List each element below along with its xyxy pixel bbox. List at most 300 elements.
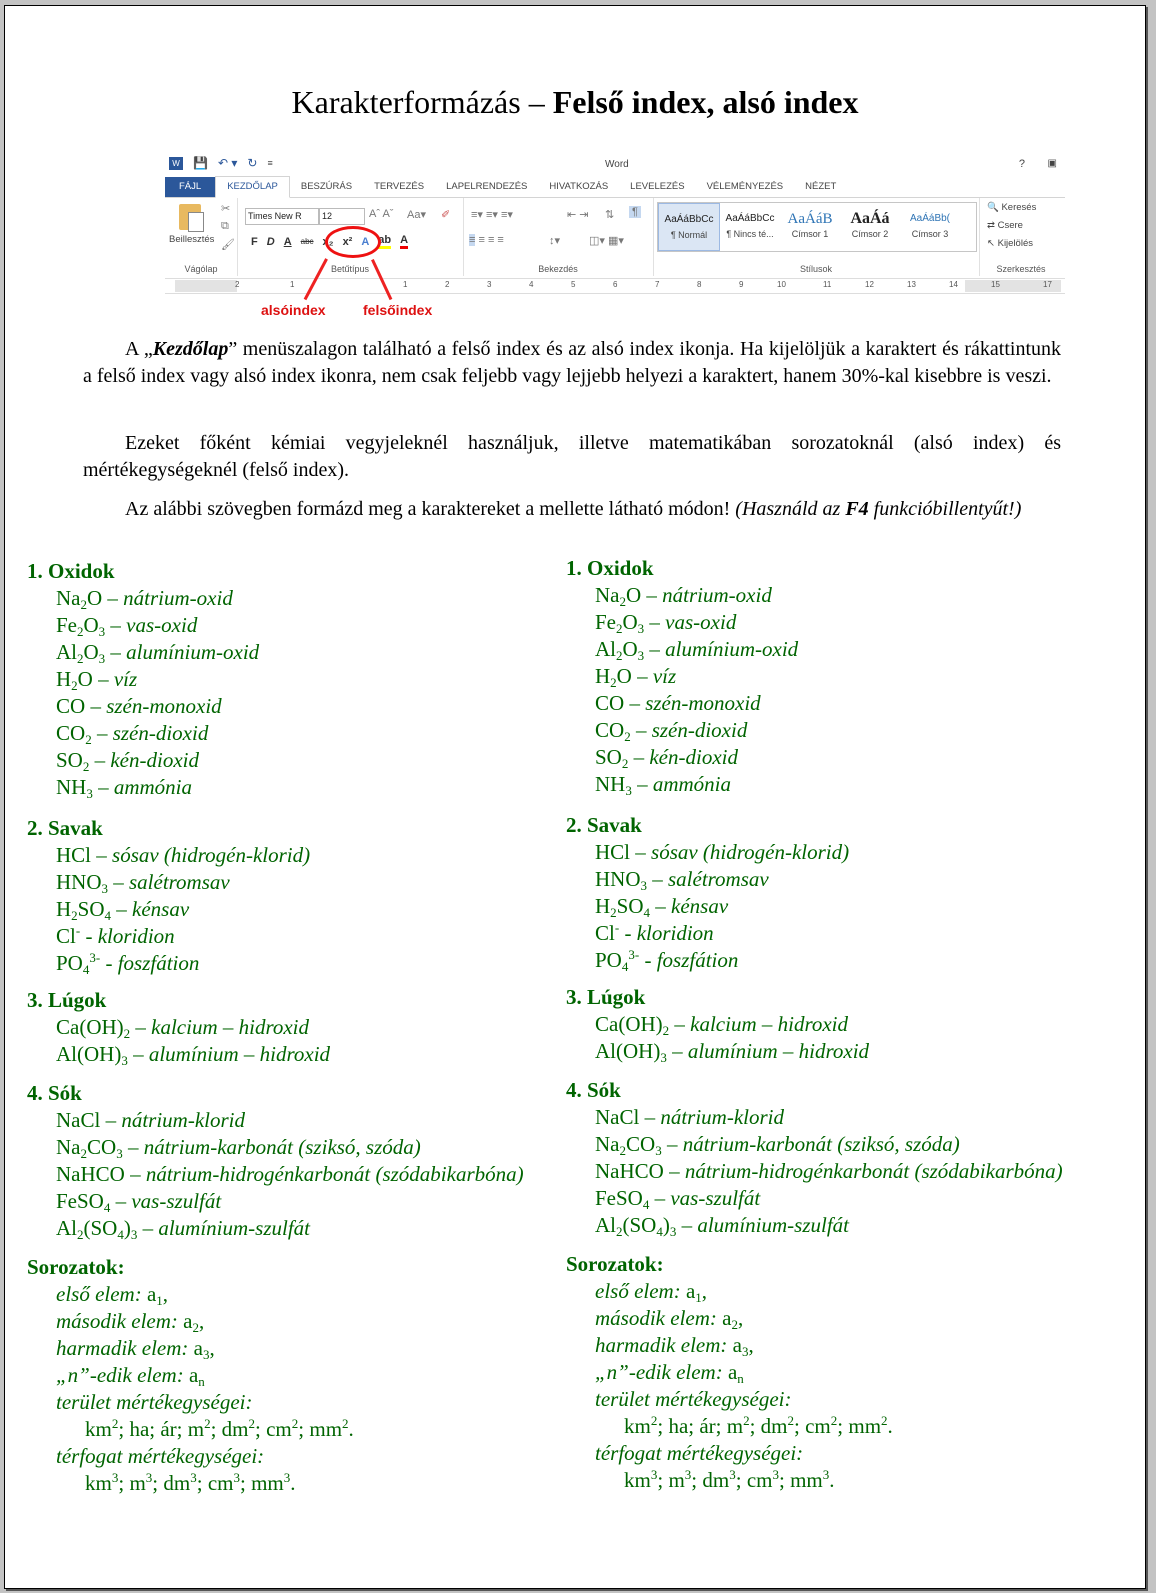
paragraph-2: Ezeket főként kémiai vegyjeleknél használjuk, illetve matematikában sorozatoknál (alsó index) és mértékegységeknél (felső index). (83, 432, 1061, 481)
select-button[interactable]: ↖ Kijelölés (987, 238, 1033, 249)
subscript: 2 (77, 1227, 84, 1242)
section-heading: 1. Oxidok (566, 556, 654, 580)
quick-access-toolbar (169, 154, 273, 172)
text-effects-icon[interactable]: A (361, 235, 370, 248)
formula-part: HNO (56, 870, 102, 894)
subscript: 2 (610, 905, 617, 920)
formula-part: SO (77, 897, 105, 921)
units-label: térfogat mértékegységei: (56, 1444, 265, 1468)
subscript: 3 (660, 1050, 667, 1065)
punct: , (162, 1282, 169, 1306)
compound-name: alumínium-oxid (126, 640, 260, 664)
formula-part: NaHCO (595, 1159, 664, 1183)
subscript: 3 (637, 648, 645, 663)
compound-name: szén-dioxid (112, 721, 209, 745)
series-item: „n”-edik elem: $a_n$ (595, 1360, 744, 1386)
compound-name: ammónia (652, 772, 732, 796)
punct: , (701, 1279, 708, 1303)
superscript: 2 (787, 1413, 795, 1428)
formula-part: Na (56, 586, 81, 610)
list-item (566, 1158, 1063, 1185)
subscript: 3 (625, 783, 632, 798)
compound-name: nátrium-hidrogénkarbonát (szódabikarbóna) (145, 1162, 524, 1186)
help-button[interactable]: ? (1018, 158, 1025, 170)
customize-icon[interactable]: ≡ (267, 158, 273, 168)
list-item (566, 717, 1063, 744)
list-item (27, 774, 524, 801)
separator: – (108, 870, 129, 894)
unit: dm (702, 1468, 730, 1492)
formula-part: CO (56, 721, 86, 745)
separator: – (91, 721, 113, 745)
units-line (566, 1467, 1063, 1494)
bullets-icon[interactable]: ≡▾ ≡▾ ≡▾ (471, 209, 513, 221)
compound-name: salétromsav (129, 870, 230, 894)
separator: – (630, 718, 652, 742)
separator: – (85, 694, 107, 718)
list-item (566, 1104, 1063, 1131)
subscript: 4 (117, 1227, 124, 1242)
formula-part: NaCl (56, 1108, 101, 1132)
ruler-number: 13 (907, 280, 916, 289)
list-item (27, 612, 524, 639)
subscript: 4 (621, 959, 629, 974)
group-font (237, 198, 464, 276)
compound-name: sósav (hidrogén-klorid) (651, 840, 850, 864)
document-page (4, 5, 1146, 1589)
bold-button[interactable]: F (251, 235, 258, 248)
formula-part: H (56, 897, 72, 921)
tab-review[interactable]: VÉLEMÉNYEZÉS (706, 181, 784, 192)
paragraph-1: A „Kezdőlap” menüszalagon található a felső index és az alsó index ikonja. Ha kijelöljük a karaktert és rákattintunk a felső index vagy alsó index ikonra, nem csak feljebb vagy lejjebb helyezi a karaktert, hanem 30%-kal kisebbre is veszi. (83, 338, 1062, 387)
tab-view[interactable]: NÉZET (805, 181, 837, 192)
subscript: 2 (731, 1317, 738, 1332)
formula-part: (SO (83, 1216, 118, 1240)
ruler-numbers (165, 280, 1065, 292)
save-icon[interactable]: 💾 (193, 156, 208, 170)
superscript: 3 (145, 1470, 153, 1485)
subscript: 4 (104, 908, 112, 923)
units-line (566, 1413, 1063, 1440)
separator: – (92, 667, 114, 691)
separator: - (80, 924, 98, 948)
separator: – (91, 843, 113, 867)
left-column-unformatted (27, 558, 524, 1497)
unit: mm (790, 1468, 823, 1492)
paste-button[interactable]: Beillesztés (169, 234, 215, 245)
tab-references[interactable]: HIVATKOZÁS (549, 181, 609, 192)
compound-name: alumínium – hidroxid (148, 1042, 331, 1066)
subscript: 2 (616, 621, 623, 636)
title-normal: Karakterformázás – (291, 84, 553, 120)
separator: – (644, 637, 666, 661)
separator: – (628, 745, 650, 769)
list-item (27, 842, 524, 869)
units-label: terület mértékegységei: (56, 1390, 253, 1414)
group-styles (653, 198, 980, 276)
punct: ; (778, 1468, 791, 1492)
list-item (566, 1185, 1063, 1212)
subscript: 1 (695, 1290, 702, 1305)
list-item (27, 1014, 524, 1041)
subscript: 2 (621, 756, 629, 771)
formula-part: SO (616, 894, 644, 918)
paste-icon[interactable] (179, 204, 201, 230)
superscript: 3 (650, 1467, 658, 1482)
superscript: 2 (743, 1413, 750, 1428)
redo-icon[interactable]: ↻ (247, 156, 258, 170)
tab-file[interactable]: FÁJL (165, 177, 215, 197)
list-item (566, 947, 1063, 974)
formula-part: CO (87, 1135, 117, 1159)
indent-icons[interactable]: ⇤ ⇥ (567, 209, 589, 221)
subscript: 4 (656, 1224, 663, 1239)
title-bold: Felső index, alsó index (552, 84, 859, 120)
unit: m (129, 1471, 146, 1495)
subscript: 3 (116, 1146, 123, 1161)
punct: ; (152, 1471, 164, 1495)
subscript: 1 (156, 1293, 163, 1308)
subscript: 4 (82, 962, 90, 977)
superscript: 3- (89, 950, 101, 965)
compound-name: nátrium-oxid (662, 583, 772, 607)
separator: – (631, 772, 653, 796)
highlight-icon[interactable]: ab (378, 234, 391, 249)
superscript: 3 (822, 1467, 830, 1482)
punct: . (290, 1471, 296, 1495)
font-name-select[interactable]: Times New R (245, 208, 319, 225)
unit: km (624, 1468, 651, 1492)
style-normal[interactable]: AaÁáBbCc ¶ Normál (658, 203, 720, 251)
unit: ha; ár; m (129, 1417, 205, 1441)
subscript: 3 (130, 1227, 138, 1242)
subscript-annotation: alsóindex (261, 302, 326, 318)
compound-name: szén-monoxid (645, 691, 761, 715)
sort-icon[interactable]: ⇅ (605, 209, 615, 221)
compound-name: alumínium – hidroxid (687, 1039, 870, 1063)
compound-name: kénsav (132, 897, 190, 921)
list-item (566, 609, 1063, 636)
italic-button[interactable]: D (266, 235, 275, 248)
undo-icon[interactable]: ↶ ▾ (217, 156, 238, 170)
compound-name: víz (113, 667, 138, 691)
superscript: 3 (233, 1470, 240, 1485)
underline-button[interactable]: A (283, 235, 292, 248)
ruler-number: 9 (739, 280, 744, 289)
separator: – (649, 1186, 671, 1210)
style-heading-3[interactable]: AaÁáBb( Címsor 3 (909, 213, 951, 239)
list-item (27, 1161, 524, 1188)
list-item (27, 747, 524, 774)
section-heading: Sorozatok: (27, 1255, 125, 1279)
subscript: 2 (80, 597, 87, 612)
compound-name: nátrium-oxid (123, 586, 233, 610)
font-size-select[interactable]: 12 (319, 208, 365, 225)
compound-name: szén-monoxid (106, 694, 222, 718)
formula-part: FeSO (56, 1189, 104, 1213)
unit: mm (309, 1417, 343, 1441)
ruler-number: 17 (1043, 280, 1052, 289)
align-icons[interactable]: ≡ ≡ ≡ ≡ (469, 234, 504, 246)
app-title: Word (605, 159, 629, 170)
separator: – (650, 894, 672, 918)
formula-part: ) (123, 1216, 131, 1240)
series-item: harmadik elem: $a_3$, (595, 1333, 754, 1359)
formula-part: CO (595, 718, 625, 742)
list-item (27, 1107, 524, 1134)
compound-name: nátrium-karbonát (sziksó, szóda) (143, 1135, 421, 1159)
compound-name: vas-oxid (126, 613, 198, 637)
group-editing (979, 198, 1063, 276)
copy-icon[interactable]: ⧉ (221, 220, 229, 232)
subscript-button[interactable]: x₂ (322, 235, 334, 248)
list-item (27, 1134, 524, 1161)
superscript: 3 (190, 1470, 197, 1485)
unit: cm (746, 1468, 773, 1492)
list-item (566, 920, 1063, 947)
punct: ; (691, 1468, 703, 1492)
replace-button[interactable]: ⇄ Csere (987, 220, 1023, 231)
formula-part: Al (56, 640, 77, 664)
subscript: 3 (86, 786, 93, 801)
formula-part: O (616, 664, 632, 688)
superscript: 2 (291, 1416, 299, 1431)
separator: – (110, 1189, 132, 1213)
formula-part: O (83, 640, 99, 664)
formula-part: Al(OH) (56, 1042, 122, 1066)
superscript: - (75, 923, 81, 938)
compound-name: alumínium-szulfát (697, 1213, 850, 1237)
style-heading-1[interactable]: AaÁáB Címsor 1 (787, 211, 833, 239)
unit: m (668, 1468, 685, 1492)
section-heading: 3. Lúgok (27, 988, 107, 1012)
line-spacing-icon[interactable]: ↕▾ (549, 235, 561, 247)
strikethrough-button[interactable]: abc (300, 237, 314, 246)
compound-name: vas-oxid (665, 610, 737, 634)
list-item (27, 896, 524, 923)
compound-name: kén-dioxid (649, 745, 738, 769)
compound-name: sósav (hidrogén-klorid) (112, 843, 311, 867)
show-marks-icon[interactable]: ¶ (629, 206, 641, 218)
subscript: 2 (71, 908, 78, 923)
formula-part: (SO (622, 1213, 657, 1237)
list-item (566, 690, 1063, 717)
formula-part: O (622, 637, 638, 661)
punct: ; (794, 1414, 806, 1438)
find-button[interactable]: 🔍 Keresés (987, 202, 1037, 213)
tab-design[interactable]: TERVEZÉS (374, 181, 425, 192)
ruler-number: 6 (613, 280, 618, 289)
subscript: 3 (655, 1143, 662, 1158)
grow-font-icon[interactable]: Aˆ Aˇ (369, 208, 394, 220)
punct: , (748, 1333, 754, 1357)
list-item (566, 1011, 1063, 1038)
punct: ; (210, 1417, 222, 1441)
separator: – (676, 1213, 698, 1237)
separator: – (130, 1015, 152, 1039)
formula-part: PO (595, 948, 622, 972)
subscript: 2 (619, 594, 626, 609)
compound-name: foszfátion (656, 948, 739, 972)
subscript: 2 (624, 729, 631, 744)
clear-formatting-icon[interactable]: ✐ (441, 209, 451, 221)
font-color-icon[interactable]: A (400, 234, 408, 249)
unit: km (85, 1417, 112, 1441)
cut-icon[interactable]: ✂ (221, 203, 231, 215)
formula-part: Ca(OH) (595, 1012, 663, 1036)
compound-name: ammónia (113, 775, 193, 799)
compound-name: nátrium-hidrogénkarbonát (szódabikarbóna) (684, 1159, 1063, 1183)
formula-part: HCl (56, 843, 92, 867)
list-item (27, 666, 524, 693)
list-item (27, 1041, 524, 1068)
section-heading: 3. Lúgok (566, 985, 646, 1009)
subscript: 4 (643, 905, 651, 920)
list-item (566, 866, 1063, 893)
format-painter-icon[interactable]: 🖌 (221, 239, 235, 251)
group-paragraph (463, 198, 654, 276)
separator: – (663, 1159, 685, 1183)
series-base: a (188, 1363, 199, 1387)
compound-name: salétromsav (668, 867, 769, 891)
page-title (5, 84, 1145, 121)
superscript: 2 (204, 1416, 211, 1431)
formula-part: O (622, 610, 638, 634)
group-label-clipboard: Vágólap (184, 264, 218, 274)
ribbon-tabs (165, 177, 1065, 198)
subscript: 2 (82, 759, 90, 774)
list-item (566, 744, 1063, 771)
formula-part: ) (662, 1213, 670, 1237)
tab-layout[interactable]: LAPELRENDEZÉS (446, 181, 528, 192)
formula-part: PO (56, 951, 83, 975)
list-item (27, 869, 524, 896)
separator: – (124, 1162, 146, 1186)
series-item: „n”-edik elem: $a_n$ (56, 1363, 205, 1389)
group-clipboard (165, 198, 238, 276)
superscript: 2 (881, 1413, 888, 1428)
punct: ; (196, 1471, 208, 1495)
style-no-spacing[interactable]: AaÁáBbCc ¶ Nincs té... (725, 213, 775, 239)
punct: . (887, 1414, 893, 1438)
superscript-button[interactable]: x² (342, 235, 353, 248)
tab-mailings[interactable]: LEVELEZÉS (630, 181, 685, 192)
unit: dm (221, 1417, 249, 1441)
ruler-number: 15 (991, 280, 1000, 289)
separator: – (105, 613, 127, 637)
section-heading: 4. Sók (566, 1078, 621, 1102)
ruler-number: 2 (235, 280, 240, 289)
list-item (566, 771, 1063, 798)
compound-name: kén-dioxid (110, 748, 199, 772)
compound-name: kénsav (671, 894, 729, 918)
formula-part: H (56, 667, 72, 691)
punct: , (198, 1309, 205, 1333)
series-item: második elem: $a_2$, (595, 1306, 744, 1332)
ruler[interactable] (165, 278, 1065, 294)
group-label-styles: Stílusok (799, 264, 832, 274)
list-item (27, 950, 524, 977)
list-item (566, 893, 1063, 920)
ruler-number: 3 (487, 280, 492, 289)
punct: ; (298, 1417, 310, 1441)
list-item (27, 720, 524, 747)
subscript: n (737, 1371, 744, 1386)
punct: ; (657, 1468, 669, 1492)
formula-part: H (595, 894, 611, 918)
tab-insert[interactable]: BESZÚRÁS (300, 181, 353, 192)
list-item (27, 639, 524, 666)
list-item (27, 1188, 524, 1215)
style-heading-2[interactable]: AaÁá Címsor 2 (850, 210, 890, 239)
separator: – (127, 1042, 149, 1066)
subscript: 2 (71, 678, 78, 693)
compound-name: alumínium-oxid (665, 637, 799, 661)
punct: ; (239, 1471, 252, 1495)
section-heading: Sorozatok: (566, 1252, 664, 1276)
change-case-icon[interactable]: Aa▾ (407, 209, 426, 221)
separator: – (89, 748, 111, 772)
formula-part: Al(OH) (595, 1039, 661, 1063)
word-icon: W (169, 157, 183, 170)
superscript: 2 (111, 1416, 119, 1431)
unit: cm (207, 1471, 234, 1495)
punct: ; (657, 1414, 669, 1438)
separator: – (630, 840, 652, 864)
series-base: a (732, 1333, 742, 1357)
separator: – (624, 691, 646, 715)
compound-name: víz (652, 664, 677, 688)
separator: – (102, 586, 124, 610)
formula-part: Na (56, 1135, 81, 1159)
ribbon-display-icon[interactable]: ▣ (1047, 158, 1057, 169)
superscript: 3 (772, 1467, 779, 1482)
ruler-number: 1 (290, 280, 295, 289)
subscript: 2 (77, 651, 84, 666)
formula-part: CO (56, 694, 86, 718)
separator: - (100, 951, 118, 975)
tab-home[interactable]: KEZDŐLAP (215, 176, 290, 198)
separator: – (631, 664, 653, 688)
compound-name: kalcium – hidroxid (151, 1015, 310, 1039)
separator: – (122, 1135, 144, 1159)
separator: – (639, 1105, 661, 1129)
compound-name: kloridion (97, 924, 175, 948)
shading-icon[interactable]: ◫▾ ▦▾ (589, 235, 624, 247)
punct: ; (118, 1417, 130, 1441)
compound-name: foszfátion (117, 951, 200, 975)
compound-name: szén-dioxid (651, 718, 748, 742)
subscript: 2 (616, 1224, 623, 1239)
paragraph-3: Az alábbi szövegben formázd meg a karaktereket a mellette látható módon! (Használd az F4 funkcióbillentyűt!) (125, 498, 1022, 520)
formula-part: Cl (56, 924, 76, 948)
punct: ; (118, 1471, 130, 1495)
unit: dm (163, 1471, 191, 1495)
ruler-number: 4 (529, 280, 534, 289)
unit: ha; ár; m (668, 1414, 744, 1438)
list-item (566, 1131, 1063, 1158)
ruler-number: 5 (571, 280, 576, 289)
subscript: 2 (123, 1026, 131, 1041)
compound-name: vas-szulfát (670, 1186, 761, 1210)
section-heading: 2. Savak (27, 816, 103, 840)
ruler-number: 8 (697, 280, 702, 289)
ruler-number: 1 (403, 280, 408, 289)
subscript: 3 (741, 1344, 749, 1359)
unit: cm (266, 1417, 292, 1441)
subscript: 3 (637, 621, 645, 636)
punct: . (348, 1417, 354, 1441)
